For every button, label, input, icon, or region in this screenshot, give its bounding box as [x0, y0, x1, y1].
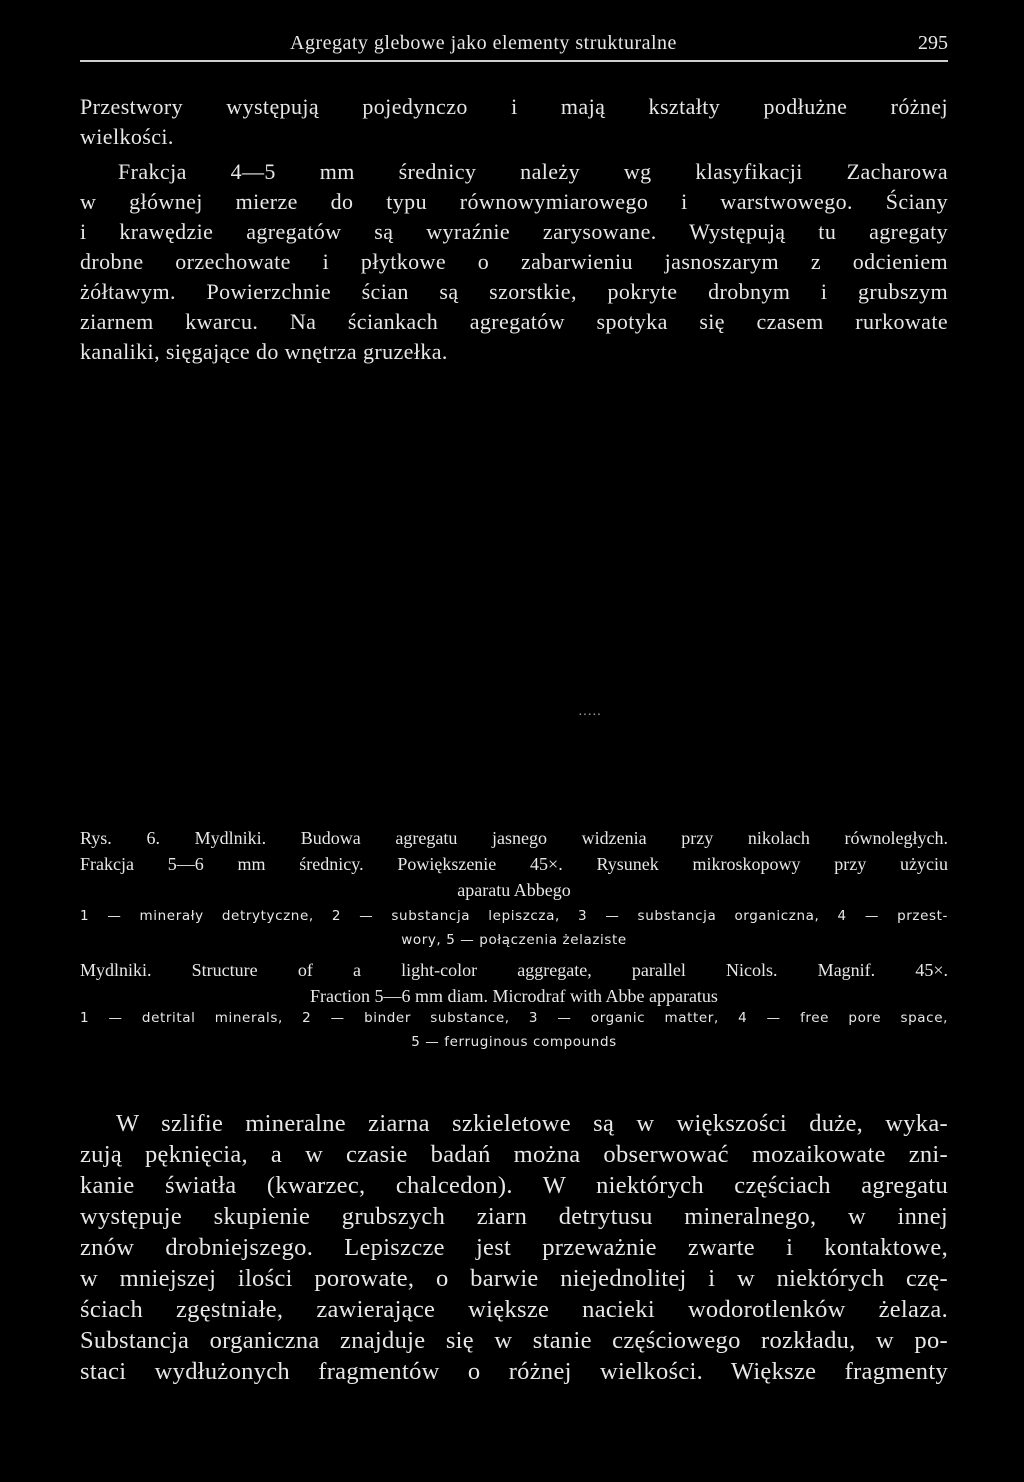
legend-line: 1 — detrital minerals, 2 — binder substance, 3 — organic matter, 4 — free pore space,	[80, 1010, 948, 1026]
figure-area	[80, 400, 948, 810]
text-line: Przestwory występują pojedynczo i mają kształty podłużne różnej	[80, 94, 948, 119]
text-line: staci wydłużonych fragmentów o różnej wielkości. Większe fragmenty	[80, 1358, 948, 1385]
text-line: ściach zgęstniałe, zawierające większe nacieki wodorotlenków żelaza.	[80, 1296, 948, 1323]
text-line: zują pęknięcia, a w czasie badań można obserwować mozaikowate zni-	[80, 1141, 948, 1168]
running-header	[80, 32, 948, 62]
caption-line: Mydlniki. Structure of a light-color aggregate, parallel Nicols. Magnif. 45×.	[80, 960, 948, 980]
text-line: Frakcja 4—5 mm średnicy należy wg klasyfikacji Zacharowa	[118, 159, 948, 184]
figure-legend-en	[80, 1006, 948, 1054]
text-line: w głównej mierze do typu równowymiarowego i warstwowego. Ściany	[80, 189, 948, 214]
text-line: drobne orzechowate i płytkowe o zabarwieniu jasnoszarym z odcieniem	[80, 249, 948, 274]
text-line: występuje skupienie grubszych ziarn detrytusu mineralnego, w innej	[80, 1203, 948, 1230]
text-line: kanie światła (kwarzec, chalcedon). W niektórych częściach agregatu	[80, 1172, 948, 1199]
caption-line: aparatu Abbego	[457, 880, 571, 900]
caption-line: Frakcja 5—6 mm średnicy. Powiększenie 45×. Rysunek mikroskopowy przy użyciu	[80, 854, 948, 874]
figure-caption-pl	[80, 825, 948, 903]
text-line: i krawędzie agregatów są wyraźnie zarysowane. Występują tu agregaty	[80, 219, 948, 244]
text-line: znów drobniejszego. Lepiszcze jest przeważnie zwarte i kontaktowe,	[80, 1234, 948, 1261]
text-line: W szlifie mineralne ziarna szkieletowe są w większości duże, wyka-	[116, 1110, 948, 1137]
running-title: Agregaty glebowe jako elementy strukturalne	[290, 32, 677, 54]
text-line: Substancja organiczna znajduje się w stanie częściowego rozkładu, w po-	[80, 1327, 948, 1354]
figure-marks: ·····	[578, 708, 602, 723]
page-number: 295	[918, 32, 948, 54]
legend-line: 1 — minerały detrytyczne, 2 — substancja lepiszcza, 3 — substancja organiczna, 4 — przest-	[80, 908, 948, 924]
figure-legend-pl	[80, 904, 948, 952]
figure-caption-en	[80, 957, 948, 1009]
paragraph-thin-section	[80, 1108, 948, 1387]
text-line: wielkości.	[80, 124, 174, 149]
paragraph-pores	[80, 92, 948, 152]
caption-line: Rys. 6. Mydlniki. Budowa agregatu jasnego widzenia przy nikolach równoległych.	[80, 828, 948, 848]
legend-line: 5 — ferruginous compounds	[411, 1034, 617, 1050]
legend-line: wory, 5 — połączenia żelaziste	[401, 932, 627, 948]
text-line: ziarnem kwarcu. Na ściankach agregatów spotyka się czasem rurkowate	[80, 309, 948, 334]
text-line: w mniejszej ilości porowate, o barwie niejednolitej i w niektórych czę-	[80, 1265, 948, 1292]
text-line: żółtawym. Powierzchnie ścian są szorstkie, pokryte drobnym i grubszym	[80, 279, 948, 304]
text-line: kanaliki, sięgające do wnętrza gruzełka.	[80, 339, 448, 364]
caption-line: Fraction 5—6 mm diam. Microdraf with Abbe apparatus	[310, 986, 718, 1006]
paragraph-fraction-4-5	[80, 157, 948, 367]
